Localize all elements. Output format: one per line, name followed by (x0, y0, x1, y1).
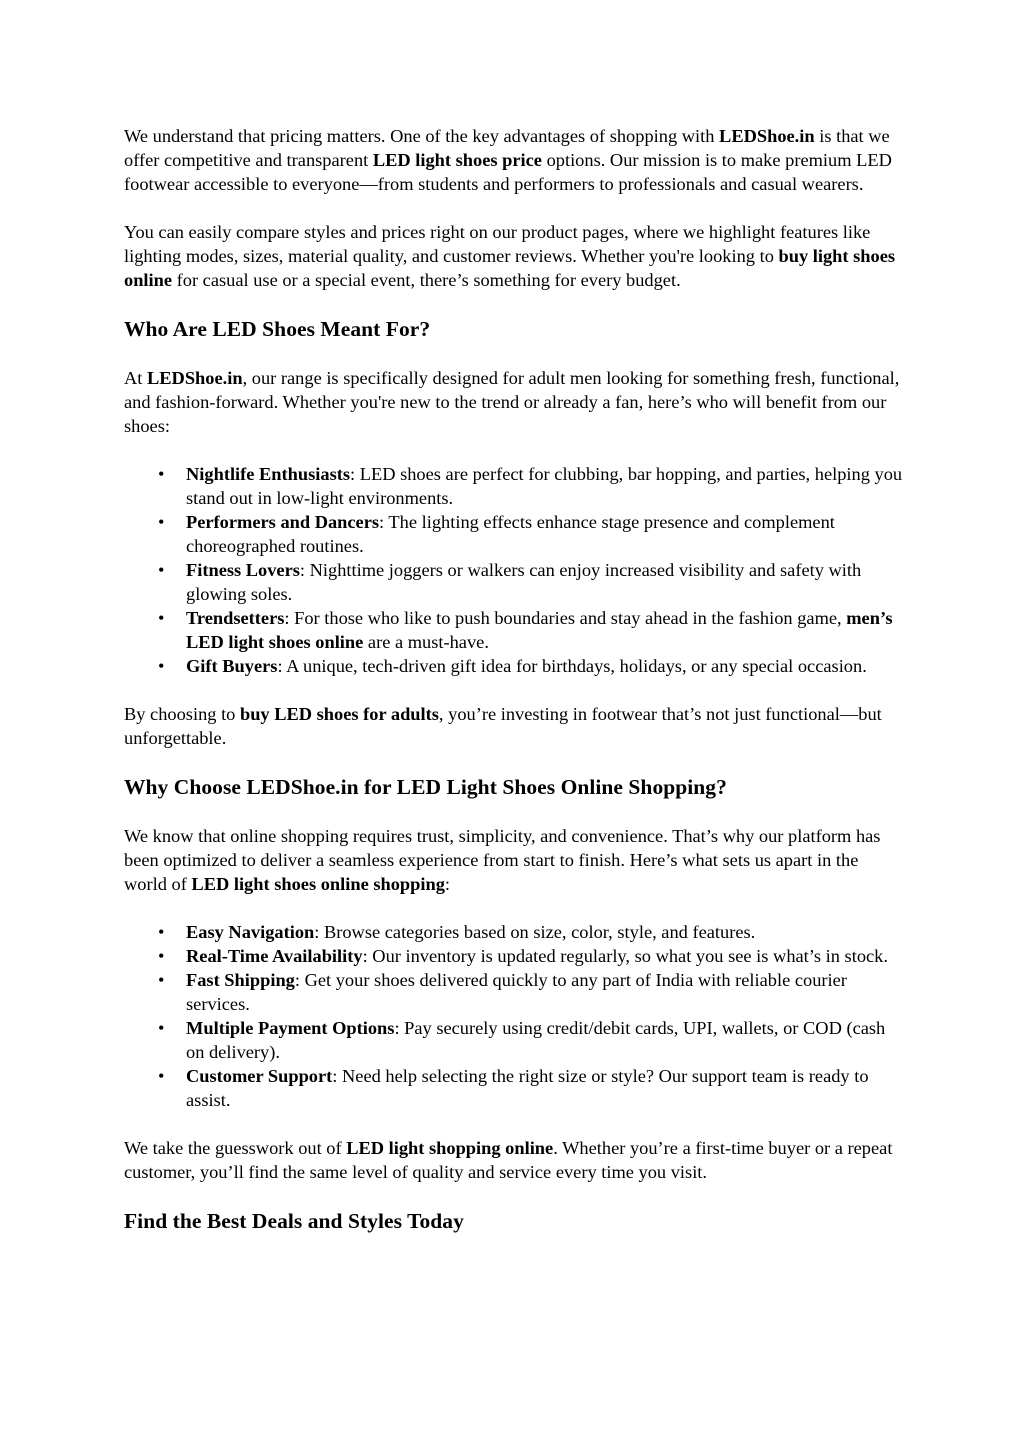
text: . Whether you’re a first-time buyer or a repeat customer, you’ll find the same level of quality and service every time you visit. (124, 1138, 893, 1182)
list-item (158, 920, 904, 944)
bullet-icon: • (158, 560, 165, 580)
bold-text: Customer Support (186, 1066, 333, 1086)
text: : The lighting effects enhance stage presence and complement choreographed routines. (186, 512, 835, 556)
text: We take the guesswork out of (124, 1138, 347, 1158)
bold-text: LED light shoes price (372, 150, 542, 170)
bold-text: Gift Buyers (186, 656, 278, 676)
text: : (444, 874, 451, 894)
text: : Our inventory is updated regularly, so what you see is what’s in stock. (362, 946, 888, 966)
bold-text: LED light shopping online (346, 1138, 554, 1158)
list-item (158, 462, 904, 510)
list-item (158, 1064, 904, 1112)
text: : Get your shoes delivered quickly to any part of India with reliable courier services. (186, 970, 847, 1014)
text: : Need help selecting the right size or style? Our support team is ready to assist. (186, 1066, 869, 1110)
bullet-icon: • (158, 970, 165, 990)
list-item (158, 606, 904, 654)
heading-why: Why Choose LEDShoe.in for LED Light Shoes Online Shopping? (124, 775, 727, 799)
bold-text: buy LED shoes for adults (239, 704, 439, 724)
text: options. Our mission is to make premium LED footwear accessible to everyone—from students and performers to professionals and casual wearers. (124, 150, 892, 194)
bullet-icon: • (158, 464, 165, 484)
list-item (158, 968, 904, 1016)
text: , you’re investing in footwear that’s not just functional—but unforgettable. (124, 704, 882, 748)
bold-text: LEDShoe.in (719, 126, 815, 146)
text: : A unique, tech-driven gift idea for birthdays, holidays, or any special occasion. (277, 656, 867, 676)
paragraph-range (124, 366, 904, 438)
audience-list (124, 462, 904, 678)
list-item (158, 944, 904, 968)
bold-text: Fast Shipping (186, 970, 295, 990)
bullet-icon: • (158, 608, 165, 628)
paragraph-pricing (124, 124, 904, 196)
heading-who: Who Are LED Shoes Meant For? (124, 317, 431, 341)
text: You can easily compare styles and prices right on our product pages, where we highlight features like lighting modes, sizes, material quality, and customer reviews. Whether you're looking to (124, 222, 871, 266)
bold-text: Trendsetters (186, 608, 285, 628)
heading-deals: Find the Best Deals and Styles Today (124, 1209, 464, 1233)
text: By choosing to (124, 704, 240, 724)
bold-text: LED light shoes online shopping (191, 874, 445, 894)
features-list (124, 920, 904, 1112)
bold-text: Multiple Payment Options (186, 1018, 395, 1038)
text: : Nighttime joggers or walkers can enjoy increased visibility and safety with glowing soles. (186, 560, 862, 604)
list-item (158, 1016, 904, 1064)
list-item (158, 654, 904, 678)
bold-text: LEDShoe.in (147, 368, 243, 388)
bold-text: Easy Navigation (186, 922, 315, 942)
bullet-icon: • (158, 656, 165, 676)
bold-text: Fitness Lovers (186, 560, 300, 580)
list-item (158, 558, 904, 606)
text: , our range is specifically designed for adult men looking for something fresh, functional, and fashion-forward. Whether you're new to the trend or already a fan, here’s who will benefit from our shoes: (124, 368, 900, 436)
bullet-icon: • (158, 512, 165, 532)
document-page (124, 124, 904, 1258)
text: We know that online shopping requires trust, simplicity, and convenience. That’s why our platform has been optimized to deliver a seamless experience from start to finish. Here’s what sets us apart in the world of (124, 826, 881, 894)
bold-text: Performers and Dancers (186, 512, 380, 532)
text: : For those who like to push boundaries and stay ahead in the fashion game, (284, 608, 847, 628)
bold-text: Nightlife Enthusiasts (186, 464, 351, 484)
text: : Pay securely using credit/debit cards, UPI, wallets, or COD (cash on delivery). (186, 1018, 886, 1062)
text: is that we offer competitive and transparent (124, 126, 890, 170)
bullet-icon: • (158, 1018, 165, 1038)
bullet-icon: • (158, 922, 165, 942)
bullet-icon: • (158, 946, 165, 966)
text: We understand that pricing matters. One of the key advantages of shopping with (124, 126, 720, 146)
paragraph-compare (124, 220, 904, 292)
paragraph-choosing (124, 702, 904, 750)
text: : LED shoes are perfect for clubbing, bar hopping, and parties, helping you stand out in low-light environments. (186, 464, 903, 508)
paragraph-guesswork (124, 1136, 904, 1184)
bold-text: Real-Time Availability (186, 946, 363, 966)
text: At (124, 368, 147, 388)
list-item (158, 510, 904, 558)
text: are a must-have. (363, 632, 489, 652)
bold-text: men’s LED light shoes online (186, 608, 893, 652)
bullet-icon: • (158, 1066, 165, 1086)
text: for casual use or a special event, there’s something for every budget. (172, 270, 681, 290)
paragraph-trust (124, 824, 904, 896)
bold-text: buy light shoes online (124, 246, 896, 290)
text: : Browse categories based on size, color, style, and features. (314, 922, 756, 942)
